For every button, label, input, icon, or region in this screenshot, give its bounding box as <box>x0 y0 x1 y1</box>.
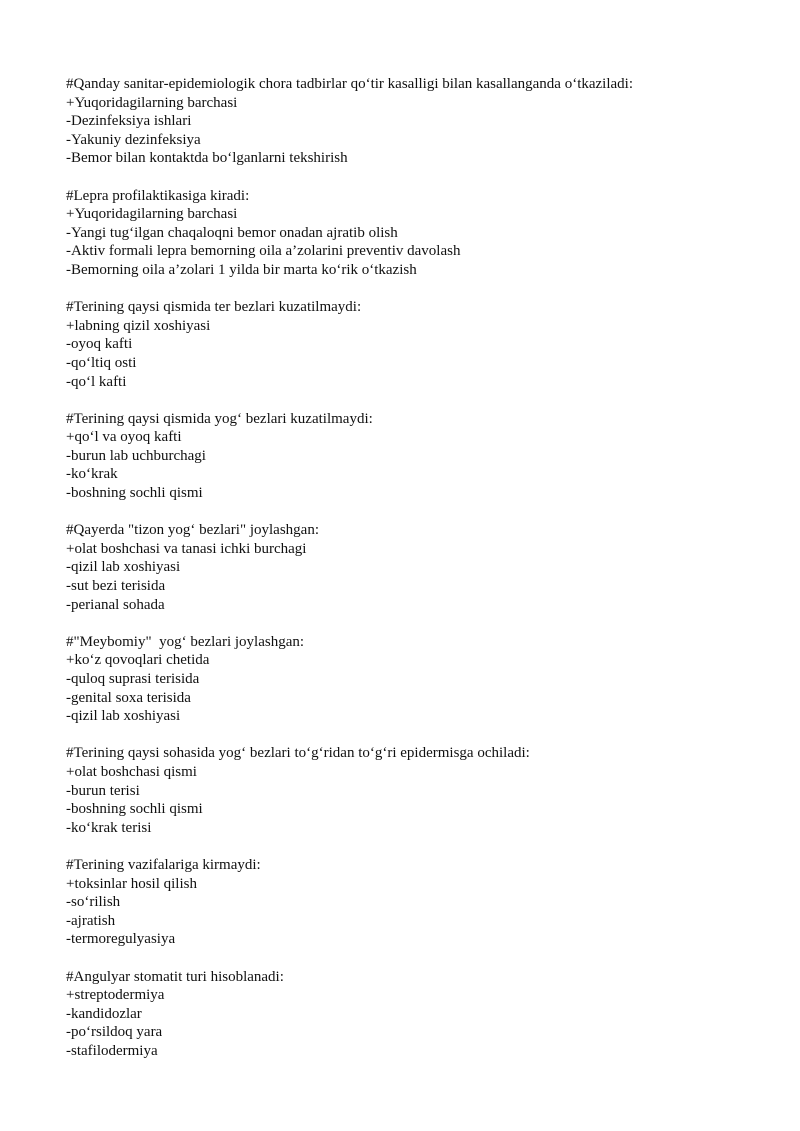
answer-option: -Dezinfeksiya ishlari <box>66 113 192 130</box>
answer-option: -oyoq kafti <box>66 336 133 353</box>
answer-option: -Bemorning oila a’zolari 1 yilda bir marta ko‘rik o‘tkazish <box>66 261 417 278</box>
answer-option: -Yakuniy dezinfeksiya <box>66 131 201 148</box>
answer-option: -stafilodermiya <box>66 1042 158 1059</box>
correct-answer: +streptodermiya <box>66 987 165 1004</box>
answer-option: -sut bezi terisida <box>66 578 166 595</box>
answer-option: -genital soxa terisida <box>66 689 191 706</box>
correct-answer: +ko‘z qovoqlari chetida <box>66 652 210 669</box>
correct-answer: +toksinlar hosil qilish <box>66 875 197 892</box>
answer-option: -so‘rilish <box>66 894 121 911</box>
correct-answer: +qo‘l va oyoq kafti <box>66 429 182 446</box>
answer-option: -qo‘ltiq osti <box>66 354 137 371</box>
question-text: #"Meybomiy" yog‘ bezlari joylashgan: <box>66 633 305 650</box>
answer-option: -termoregulyasiya <box>66 931 176 948</box>
question-block <box>66 968 766 1061</box>
question-block <box>66 633 766 726</box>
answer-option: -ajratish <box>66 912 116 929</box>
question-text: #Qanday sanitar-epidemiologik chora tadbirlar qo‘tir kasalligi bilan kasallanganda o‘tkaziladi: <box>66 76 634 92</box>
answer-option: -quloq suprasi terisida <box>66 671 200 687</box>
correct-answer: +olat boshchasi qismi <box>66 763 197 780</box>
question-text: #Terining vazifalariga kirmaydi: <box>66 856 261 873</box>
answer-option: -ko‘krak terisi <box>66 819 152 836</box>
correct-answer: +labning qizil xoshiyasi <box>66 317 211 334</box>
answer-option: -qizil lab xoshiyasi <box>66 559 181 576</box>
question-text: #Lepra profilaktikasiga kiradi: <box>66 187 250 204</box>
answer-option: -Aktiv formali lepra bemorning oila a’zolarini preventiv davolash <box>66 243 461 260</box>
answer-option: -burun lab uchburchagi <box>66 447 206 464</box>
answer-option: -kandidozlar <box>66 1005 142 1022</box>
question-text: #Terining qaysi qismida yog‘ bezlari kuzatilmaydi: <box>66 410 373 427</box>
answer-option: -po‘rsildoq yara <box>66 1024 163 1041</box>
answer-option: -boshning sochli qismi <box>66 801 203 818</box>
question-block <box>66 75 766 168</box>
answer-option: -ko‘krak <box>66 466 118 483</box>
question-block <box>66 187 766 280</box>
question-text: #Angulyar stomatit turi hisoblanadi: <box>66 968 284 985</box>
answer-option: -perianal sohada <box>66 596 165 613</box>
correct-answer: +Yuqoridagilarning barchasi <box>66 94 238 111</box>
correct-answer: +olat boshchasi va tanasi ichki burchagi <box>66 540 307 557</box>
answer-option: -Bemor bilan kontaktda bo‘lganlarni tekshirish <box>66 150 348 167</box>
answer-option: -qizil lab xoshiyasi <box>66 708 181 725</box>
document-page <box>66 75 766 1079</box>
question-text: #Terining qaysi qismida ter bezlari kuzatilmaydi: <box>66 299 362 316</box>
question-text: #Qayerda "tizon yog‘ bezlari" joylashgan: <box>66 522 319 539</box>
question-block <box>66 744 766 837</box>
answer-option: -boshning sochli qismi <box>66 485 203 502</box>
question-block <box>66 410 766 503</box>
question-block <box>66 521 766 614</box>
answer-option: -burun terisi <box>66 782 140 799</box>
question-block <box>66 856 766 949</box>
answer-option: -qo‘l kafti <box>66 373 127 390</box>
correct-answer: +Yuqoridagilarning barchasi <box>66 206 238 223</box>
answer-option: -Yangi tug‘ilgan chaqaloqni bemor onadan ajratib olish <box>66 224 398 241</box>
question-text: #Terining qaysi sohasida yog‘ bezlari to‘g‘ridan to‘g‘ri epidermisga ochiladi: <box>66 745 530 762</box>
question-block <box>66 298 766 391</box>
